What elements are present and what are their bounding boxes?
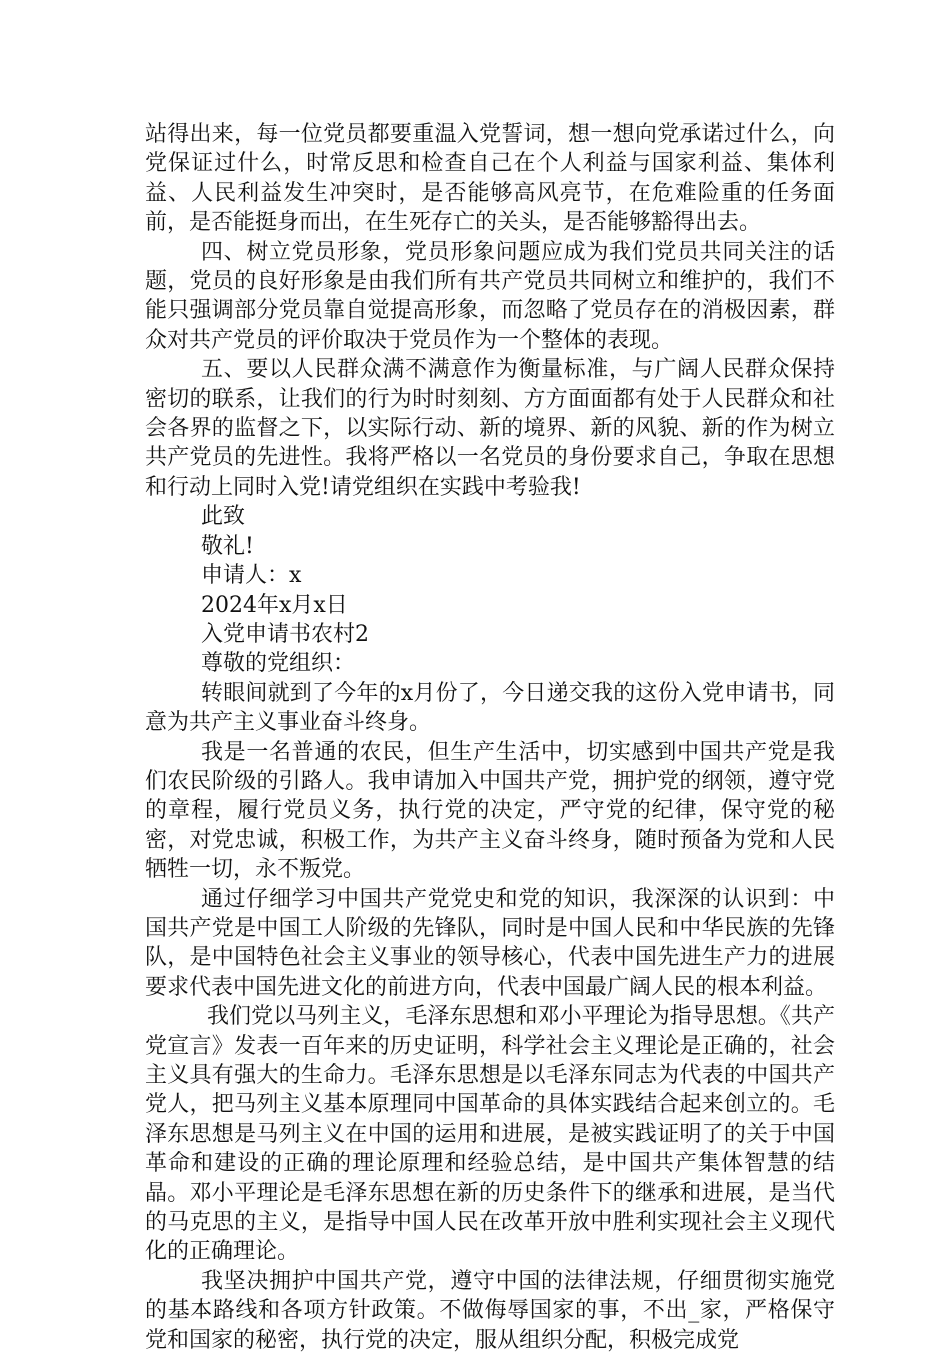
paragraph-theory: 我们党以马列主义，毛泽东思想和邓小平理论为指导思想。《共产党宣言》发表一百年来的历史证明，科学社会主义理论是正确的，社会主义具有强大的生命力。毛泽东思想是以毛泽东同志为代表的中国共产党人，把马列主义基本原理同中国革命的具体实践结合起来创立的。毛泽东思想是马列主义在中国的运用和进展，是被实践证明了的关于中国革命和建设的正确的理论原理和经验总结，是中国共产集体智慧的结晶。邓小平理论是毛泽东思想在新的历史条件下的继承和进展，是当代的马克思的主义，是指导中国人民在改革开放中胜利实现社会主义现代化的正确理论。 <box>145 1004 835 1265</box>
document-body <box>145 120 835 1355</box>
date-line: 2024年x月x日 <box>201 592 348 618</box>
paragraph-intro: 转眼间就到了今年的x月份了，今日递交我的这份入党申请书，同意为共产主义事业奋斗终身。 <box>145 680 835 736</box>
paragraph-party-history: 通过仔细学习中国共产党党史和党的知识，我深深的认识到：中国共产党是中国工人阶级的先锋队，同时是中国人民和中华民族的先锋队，是中国特色社会主义事业的领导核心，代表中国先进生产力的进展要求代表中国先进文化的前进方向，代表中国最广阔人民的根本利益。 <box>145 886 835 1000</box>
closing-line-1: 此致 <box>201 504 246 530</box>
paragraph-continuation: 站得出来，每一位党员都要重温入党誓词，想一想向党承诺过什么，向党保证过什么，时常反思和检查自己在个人利益与国家利益、集体利益、人民利益发生冲突时，是否能够高风亮节，在危难险重的任务面前，是否能挺身而出，在生死存亡的关头，是否能够豁得出去。 <box>145 122 835 236</box>
section-heading: 入党申请书农村2 <box>201 621 369 647</box>
applicant-line: 申请人：x <box>201 563 302 589</box>
paragraph-farmer: 我是一名普通的农民，但生产生活中，切实感到中国共产党是我们农民阶级的引路人。我申请加入中国共产党，拥护党的纲领，遵守党的章程，履行党员义务，执行党的决定，严守党的纪律，保守党的秘密，对党忠诚，积极工作，为共产主义奋斗终身，随时预备为党和人民牺牲一切，永不叛党。 <box>145 739 835 883</box>
paragraph-people-standard: 五、要以人民群众满不满意作为衡量标准，与广阔人民群众保持密切的联系，让我们的行为时时刻刻、方方面面都有处于人民群众和社会各界的监督之下，以实际行动、新的境界、新的风貌、新的作为树立共产党员的先进性。我将严格以一名党员的身份要求自己，争取在思想和行动上同时入党!请党组织在实践中考验我! <box>145 357 835 500</box>
paragraph-party-image: 四、树立党员形象，党员形象问题应成为我们党员共同关注的话题，党员的良好形象是由我们所有共产党员共同树立和维护的，我们不能只强调部分党员靠自觉提高形象，而忽略了党员存在的消极因素，群众对共产党员的评价取决于党员作为一个整体的表现。 <box>145 239 835 353</box>
paragraph-commitment: 我坚决拥护中国共产党，遵守中国的法律法规，仔细贯彻实施党的基本路线和各项方针政策。不做侮辱国家的事，不出_家，严格保守党和国家的秘密，执行党的决定，服从组织分配，积极完成党 <box>145 1268 835 1353</box>
salutation: 尊敬的党组织： <box>201 651 356 677</box>
closing-line-2: 敬礼! <box>201 533 254 559</box>
